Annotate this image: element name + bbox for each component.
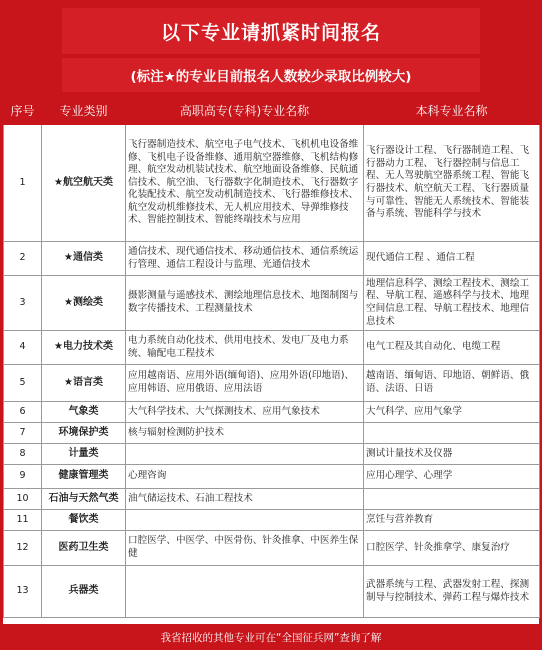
row-number: 3: [4, 276, 42, 331]
row-category: 石油与天然气类: [42, 489, 126, 510]
row-undergraduate-majors: 测试计量技术及仪器: [364, 444, 540, 465]
column-header-category: 专业类别: [42, 98, 126, 125]
page-subtitle: (标注★的专业目前报名人数较少录取比例较大): [62, 58, 480, 92]
row-number: 7: [4, 423, 42, 444]
row-category: 环境保护类: [42, 423, 126, 444]
row-undergraduate-majors: 应用心理学、心理学: [364, 465, 540, 489]
table-row: [4, 276, 540, 331]
row-number: 12: [4, 531, 42, 566]
row-category: ★通信类: [42, 242, 126, 276]
table-row: [4, 402, 540, 423]
row-vocational-majors: 电力系统自动化技术、供用电技术、发电厂及电力系统、输配电工程技术: [126, 331, 364, 365]
row-category: 计量类: [42, 444, 126, 465]
row-undergraduate-majors: 现代通信工程 、通信工程: [364, 242, 540, 276]
row-number: 4: [4, 331, 42, 365]
row-undergraduate-majors: 飞行器设计工程、飞行器制造工程、飞行器动力工程、飞行器控制与信息工程、无人驾驶航空器系统工程、智能飞行器技术、航空航天工程、飞行器质量与可靠性、智能无人系统技术、智能装备与系统、智能科学与技术: [364, 125, 540, 242]
row-vocational-majors: 飞行器制造技术、航空电子电气技术、飞机机电设备维修、飞机电子设备维修、通用航空器维修、飞机结构修理、航空发动机装试技术、航空地面设备维修、民航通信技术、航空油、飞行器数字化制造技术、飞行器数字化装配技术、航空发动机制造技术、飞行器维修技术、航空发动机维修技术、无人机应用技术、导弹维修技术、智能控制技术、智能终端技术与应用: [126, 125, 364, 242]
row-number: 1: [4, 125, 42, 242]
row-vocational-majors: [126, 510, 364, 531]
row-number: 6: [4, 402, 42, 423]
row-undergraduate-majors: [364, 423, 540, 444]
row-category: 气象类: [42, 402, 126, 423]
table-row: [4, 510, 540, 531]
row-undergraduate-majors: 电气工程及其自动化、电缆工程: [364, 331, 540, 365]
row-category: 餐饮类: [42, 510, 126, 531]
row-vocational-majors: [126, 444, 364, 465]
row-vocational-majors: 大气科学技术、大气探测技术、应用气象技术: [126, 402, 364, 423]
table-row: [4, 465, 540, 489]
row-number: 13: [4, 566, 42, 618]
row-category: 健康管理类: [42, 465, 126, 489]
row-vocational-majors: 通信技术、现代通信技术、移动通信技术、通信系统运行管理、通信工程设计与监理、光通信技术: [126, 242, 364, 276]
row-vocational-majors: 心理咨询: [126, 465, 364, 489]
table-row: [4, 331, 540, 365]
row-number: 11: [4, 510, 42, 531]
row-vocational-majors: 核与辐射检测防护技术: [126, 423, 364, 444]
row-number: 8: [4, 444, 42, 465]
row-category: 兵器类: [42, 566, 126, 618]
row-undergraduate-majors: 大气科学、应用气象学: [364, 402, 540, 423]
row-category: ★航空航天类: [42, 125, 126, 242]
row-number: 10: [4, 489, 42, 510]
row-category: ★测绘类: [42, 276, 126, 331]
majors-table: [3, 97, 540, 618]
column-header-no: 序号: [4, 98, 42, 125]
column-header-undergraduate: 本科专业名称: [364, 98, 540, 125]
row-number: 2: [4, 242, 42, 276]
row-vocational-majors: 油气储运技术、石油工程技术: [126, 489, 364, 510]
majors-table-container: [3, 97, 539, 624]
table-row: [4, 444, 540, 465]
table-row: [4, 423, 540, 444]
table-row: [4, 125, 540, 242]
row-undergraduate-majors: 烹饪与营养教育: [364, 510, 540, 531]
column-header-vocational: 高职高专(专科)专业名称: [126, 98, 364, 125]
footer-note: 我省招收的其他专业可在“全国征兵网”查询了解: [160, 631, 382, 644]
row-vocational-majors: 摄影测量与遥感技术、测绘地理信息技术、地图制图与数字传播技术、工程测量技术: [126, 276, 364, 331]
table-row: [4, 242, 540, 276]
table-row: [4, 365, 540, 402]
header: [0, 0, 542, 96]
row-category: 医药卫生类: [42, 531, 126, 566]
table-row: [4, 566, 540, 618]
row-number: 9: [4, 465, 42, 489]
row-undergraduate-majors: 越南语、缅甸语、印地语、朝鲜语、俄语、法语、日语: [364, 365, 540, 402]
row-undergraduate-majors: 地理信息科学、测绘工程技术、测绘工程、导航工程、遥感科学与技术、地理空间信息工程、导航工程技术、地理信息技术: [364, 276, 540, 331]
row-undergraduate-majors: [364, 489, 540, 510]
row-vocational-majors: 口腔医学、中医学、中医骨伤、针灸推拿、中医养生保健: [126, 531, 364, 566]
table-header-row: [4, 98, 540, 125]
row-number: 5: [4, 365, 42, 402]
row-category: ★语言类: [42, 365, 126, 402]
row-undergraduate-majors: 口腔医学、针灸推拿学、康复治疗: [364, 531, 540, 566]
row-vocational-majors: [126, 566, 364, 618]
row-vocational-majors: 应用越南语、应用外语(缅甸语)、应用外语(印地语)、应用韩语、应用俄语、应用法语: [126, 365, 364, 402]
row-category: ★电力技术类: [42, 331, 126, 365]
table-row: [4, 489, 540, 510]
row-undergraduate-majors: 武器系统与工程、武器发射工程、探测制导与控制技术、弹药工程与爆炸技术: [364, 566, 540, 618]
page-title: 以下专业请抓紧时间报名: [62, 8, 480, 54]
table-row: [4, 531, 540, 566]
